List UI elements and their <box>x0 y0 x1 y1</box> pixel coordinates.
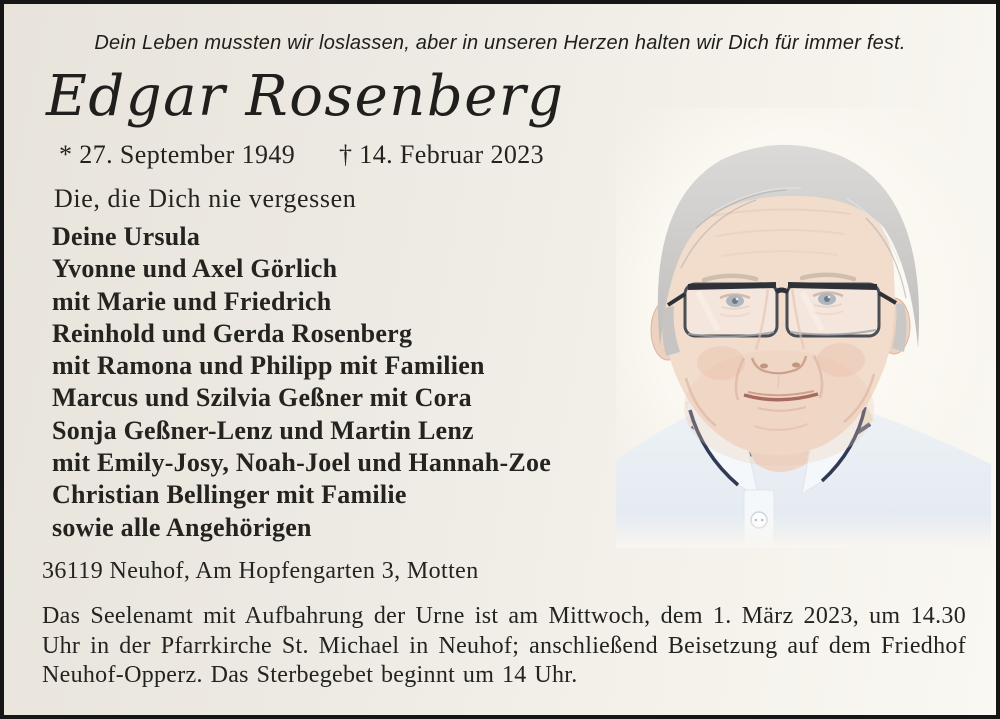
photo-bottom-fade <box>616 513 991 548</box>
portrait-photo <box>616 108 991 548</box>
deceased-name: Edgar Rosenberg <box>46 64 565 129</box>
mourner-line: mit Ramona und Philipp mit Familien <box>52 351 485 381</box>
mourner-line: mit Emily-Josy, Noah-Joel und Hannah-Zoe <box>52 448 552 478</box>
mourner-line: Marcus und Szilvia Geßner mit Cora <box>52 383 472 413</box>
mourner-line: Sonja Geßner-Lenz und Martin Lenz <box>52 415 474 445</box>
mourner-line: Yvonne und Axel Görlich <box>52 254 338 284</box>
mourner-line: sowie alle Angehörigen <box>52 512 312 542</box>
mourner-line: mit Marie und Friedrich <box>52 286 332 316</box>
address-line: 36119 Neuhof, Am Hopfengarten 3, Motten <box>42 558 479 584</box>
service-details: Das Seelenamt mit Aufbahrung der Urne ist am Mittwoch, dem 1. März 2023, um 14.30 Uhr in der Pfarrkirche St. Michael in Neuhof; anschließend Beisetzung auf dem Friedhof Neuhof-Opperz. Das Sterbegebet beginnt um 14 Uhr. <box>42 603 966 688</box>
mourner-line: Reinhold und Gerda Rosenberg <box>52 318 413 348</box>
mourners-list <box>52 221 551 544</box>
mourner-line: Christian Bellinger mit Familie <box>52 480 407 510</box>
mourner-line: Deine Ursula <box>52 222 201 251</box>
death-date: † 14. Februar 2023 <box>339 140 545 169</box>
epigraph-text: Dein Leben mussten wir loslassen, aber in unseren Herzen halten wir Dich für immer fest. <box>94 32 906 54</box>
portrait-illustration <box>616 108 991 548</box>
birth-date: * 27. September 1949 <box>59 140 296 169</box>
mourners-intro: Die, die Dich nie vergessen <box>54 184 357 213</box>
